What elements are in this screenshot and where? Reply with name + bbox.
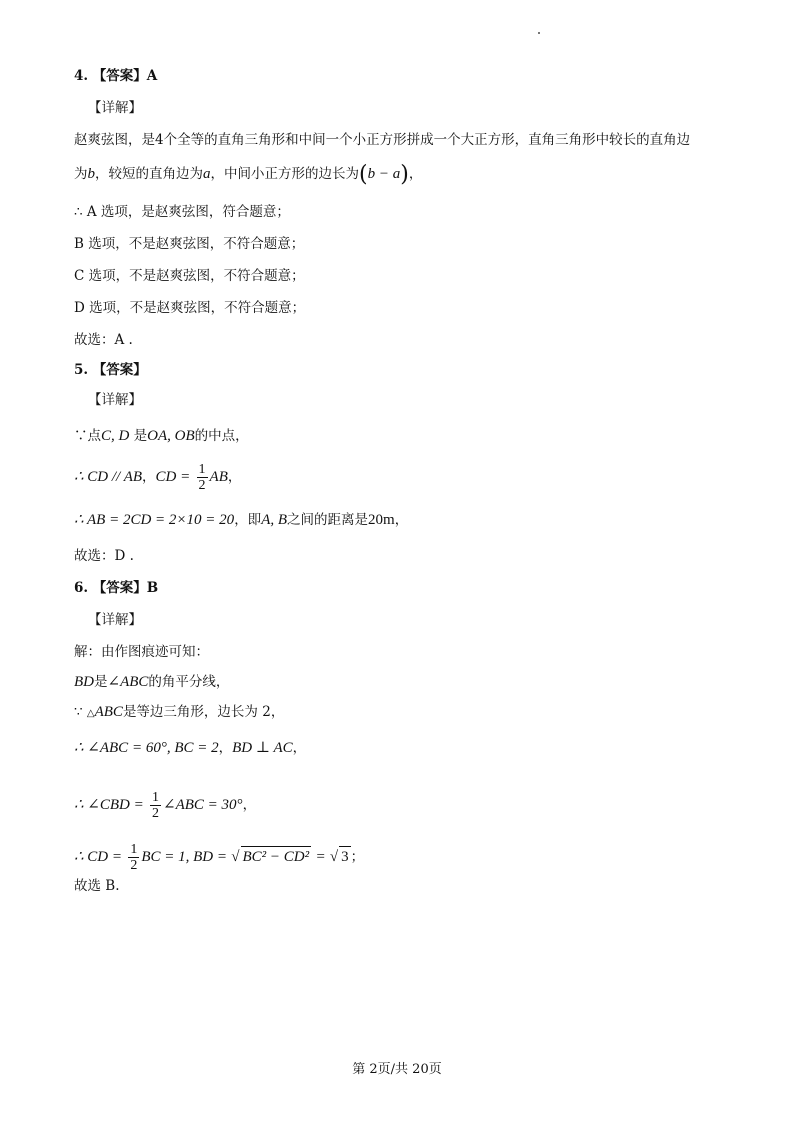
scan-dot [538, 32, 540, 34]
q6-detail-label: 【详解】 [88, 612, 142, 628]
q4-heading: 4. 【答案】A [74, 68, 158, 84]
q5-line-1: ∵点C, D 是OA, OB的中点， [74, 428, 249, 444]
sqrt-expression: BC² − CD² [241, 846, 312, 867]
page-footer: 第 2页/共 20页 [352, 1062, 442, 1077]
q6-line-3: ∵ △ABC是等边三角形，边长为 2， [74, 704, 285, 720]
q6-line-2: BD是∠ABC的角平分线， [74, 674, 230, 690]
q4-option-b: B 选项，不是赵爽弦图，不符合题意； [74, 236, 305, 252]
q5-heading: 5. 【答案】 [74, 362, 147, 378]
q4-detail-label: 【详解】 [88, 100, 142, 116]
q6-line-5: ∴ ∠CBD = $\frac{1}{2}$ ∠ABC = 30°， [74, 790, 257, 821]
q5-detail-label: 【详解】 [88, 392, 142, 408]
q6-choice: 故选 B. [74, 878, 120, 894]
q4-option-d: D 选项，不是赵爽弦图，不符合题意； [74, 300, 306, 316]
q6-line-4: ∴ ∠ABC = 60°, BC = 2，BD ⊥ AC， [74, 740, 307, 756]
q6-heading: 6. 【答案】B [74, 580, 159, 596]
q4-option-c: C 选项，不是赵爽弦图，不符合题意； [74, 268, 305, 284]
q5-choice: 故选：D . [74, 548, 134, 564]
q4-line-1: 赵爽弦图，是4个全等的直角三角形和中间一个小正方形拼成一个大正方形，直角三角形中较长的直角边 [74, 132, 691, 148]
q5-line-3: ∴ AB = 2CD = 2×10 = 20，即A, B之间的距离是20m， [74, 512, 409, 528]
q4-line-2: 为b，较短的直角边为a，中间小正方形的边长为(b − a)， [74, 162, 423, 187]
sqrt-three: 3 [339, 846, 351, 867]
fraction-one-half: $\frac{1}{2}$ [198, 462, 206, 493]
fraction-one-half: $\frac{1}{2}$ [152, 790, 160, 821]
q4-choice: 故选：A . [74, 332, 133, 348]
q4-option-a: ∴ A 选项，是赵爽弦图，符合题意； [74, 204, 290, 220]
q5-line-2: ∴ CD // AB，CD = $\frac{1}{2}$ AB， [74, 462, 242, 493]
q6-line-1: 解：由作图痕迹可知： [74, 644, 209, 660]
fraction-one-half: $\frac{1}{2}$ [130, 842, 138, 873]
q6-line-6: ∴ CD = $\frac{1}{2}$ BC = 1, BD = √ BC² − CD² = √ 3 ； [74, 842, 365, 873]
